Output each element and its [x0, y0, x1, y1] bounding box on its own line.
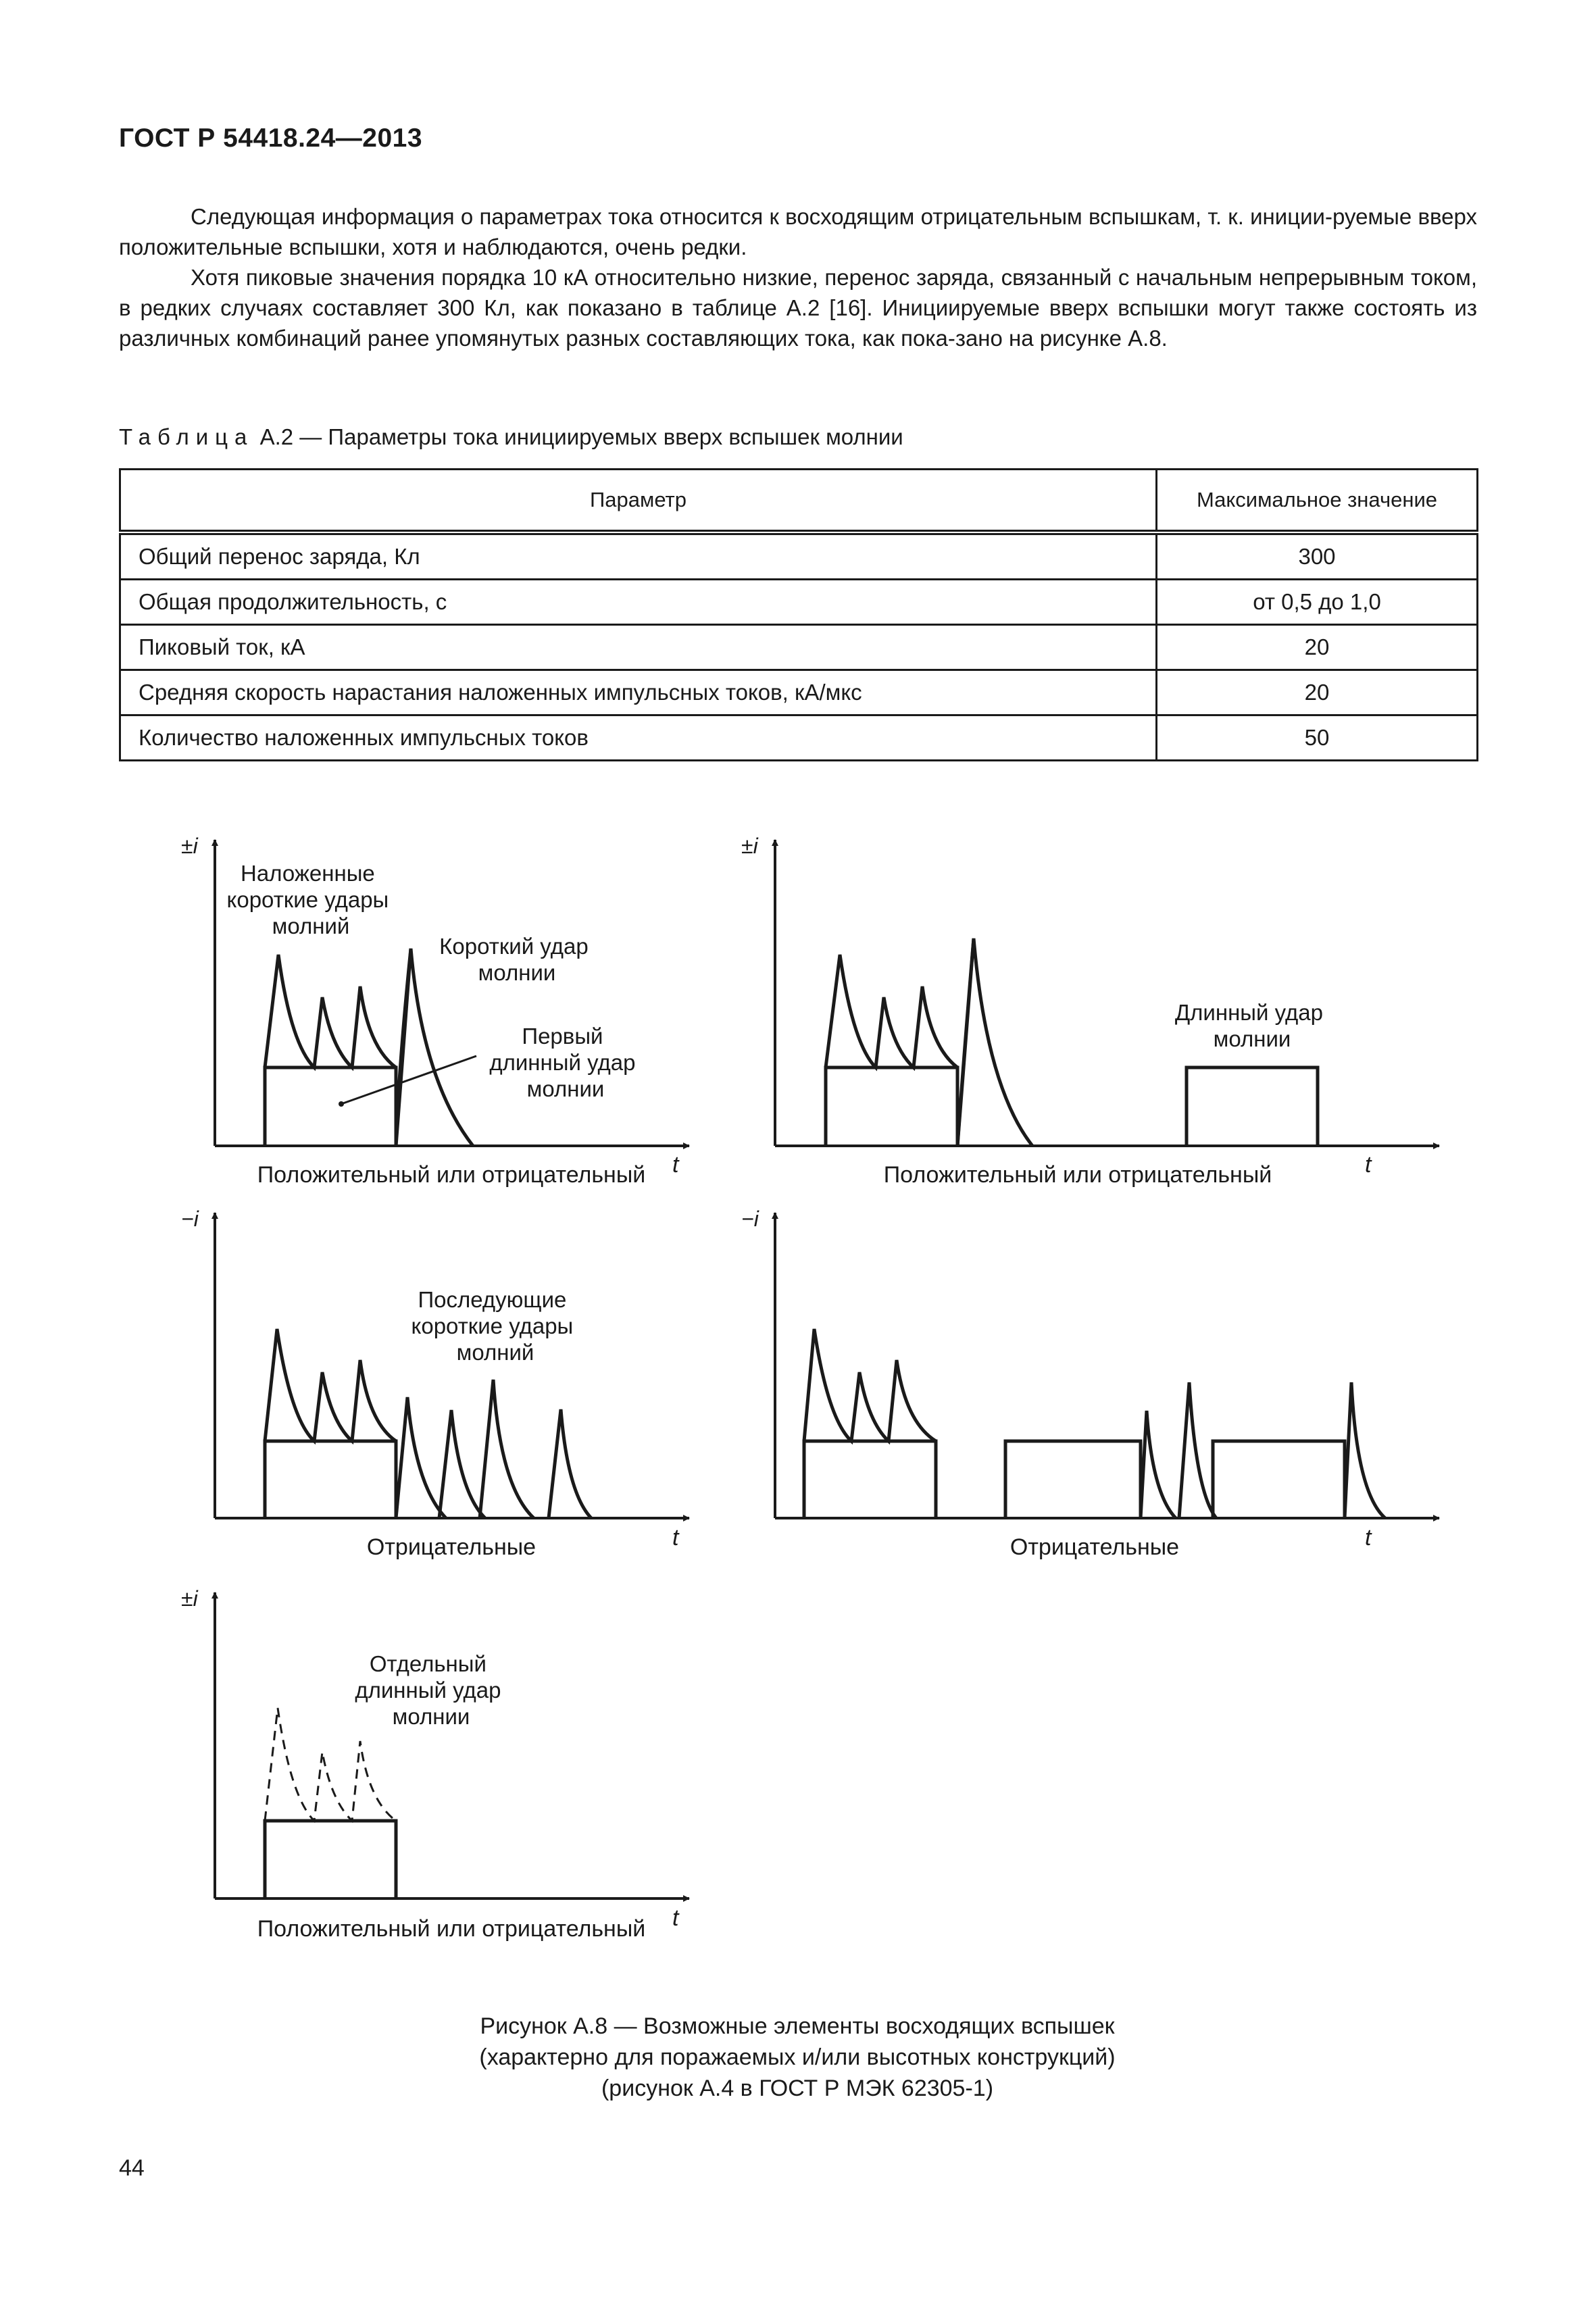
y-axis-label: −i: [741, 1207, 759, 1231]
label-separate-long-stroke: [355, 1651, 507, 1729]
subsequent-stroke: [439, 1410, 485, 1518]
panel-2: [775, 840, 1439, 1146]
figure-caption-line: (рисунок А.4 в ГОСТ Р МЭК 62305-1): [601, 2076, 994, 2101]
long-stroke-rect: [265, 1067, 396, 1146]
figure-caption: [304, 2011, 1291, 2104]
long-stroke-rect: [265, 1821, 396, 1898]
x-axis-label: t: [1365, 1152, 1372, 1178]
table-cell-parameter: Количество наложенных импульсных токов: [120, 715, 1157, 761]
short-stroke-return: [396, 949, 411, 1146]
label-superimposed: [227, 861, 395, 938]
panel-caption: Положительный или отрицательный: [257, 1162, 646, 1188]
x-axis-label: t: [672, 1152, 679, 1178]
y-axis-label: ±i: [181, 834, 198, 858]
label-line: длинный удар: [355, 1678, 501, 1703]
superimposed-strokes: [804, 1329, 936, 1441]
subsequent-stroke: [549, 1409, 591, 1518]
x-axis-label: t: [672, 1905, 679, 1931]
table-cell-parameter: Средняя скорость нарастания наложенных импульсных токов, кА/мкс: [120, 670, 1157, 715]
label-short-stroke: [439, 934, 595, 985]
column-header-max-value: Максимальное значение: [1157, 470, 1478, 533]
label-line: Последующие: [418, 1287, 567, 1312]
short-stroke: [1141, 1411, 1176, 1518]
page-number: 44: [119, 2155, 145, 2181]
label-line: короткие удары: [411, 1313, 574, 1338]
panel-5: [215, 1592, 689, 1898]
y-axis-label: ±i: [181, 1586, 198, 1611]
long-stroke-2: [1187, 1067, 1318, 1146]
table-cell-value: 20: [1157, 670, 1478, 715]
label-long-stroke: [1175, 1000, 1329, 1051]
panel-caption: Положительный или отрицательный: [257, 1916, 646, 1942]
table-cell-parameter: Общая продолжительность, с: [120, 580, 1157, 625]
superimposed-strokes: [265, 1329, 396, 1441]
x-axis-label: t: [672, 1525, 679, 1551]
label-line: Первый: [522, 1024, 603, 1049]
dashed-superimposed-strokes: [265, 1708, 396, 1821]
table-cell-parameter: Пиковый ток, кА: [120, 625, 1157, 670]
panel-4: [775, 1213, 1439, 1518]
label-line: длинный удар: [489, 1050, 636, 1075]
table-cell-parameter: Общий перенос заряда, Кл: [120, 532, 1157, 580]
paragraph-1: Следующая информация о параметрах тока относится к восходящим отрицательным вспышкам, т. к. иниции-руемые вверх положительные вспышки, хотя и наблюдаются, очень редки.: [119, 204, 1477, 259]
leader-line: [341, 1056, 476, 1104]
long-stroke-rect: [826, 1067, 957, 1146]
superimposed-strokes: [826, 955, 957, 1067]
label-line: молний: [456, 1340, 534, 1365]
y-axis-label: −i: [181, 1207, 199, 1231]
table-caption-word: Таблица: [119, 424, 254, 449]
panel-caption: Отрицательные: [366, 1534, 537, 1560]
short-stroke: [957, 938, 1032, 1146]
label-line: молнии: [392, 1704, 470, 1729]
table-caption-text: А.2 — Параметры тока инициируемых вверх вспышек молнии: [259, 424, 903, 449]
lightning-figure-bottom: [0, 1507, 1596, 2047]
label-line: молнии: [478, 960, 556, 985]
table-cell-value: от 0,5 до 1,0: [1157, 580, 1478, 625]
label-subsequent-strokes: [412, 1287, 580, 1365]
label-line: короткие удары: [226, 887, 389, 912]
figure-caption-line: (характерно для поражаемых и/или высотных конструкций): [479, 2044, 1116, 2070]
label-line: Наложенные: [241, 861, 375, 886]
table-cell-value: 20: [1157, 625, 1478, 670]
short-stroke: [1345, 1382, 1385, 1518]
y-axis-label: ±i: [741, 834, 758, 858]
label-line: Длинный удар: [1174, 1000, 1324, 1025]
short-stroke-return: [957, 938, 974, 1146]
figure-caption-line: Рисунок А.8 — Возможные элементы восходящих вспышек: [480, 2013, 1115, 2039]
subsequent-stroke: [396, 1397, 446, 1518]
label-line: Короткий удар: [439, 934, 589, 959]
label-line: Отдельный: [369, 1651, 487, 1676]
leader-dot: [339, 1101, 344, 1107]
paragraph-2: Хотя пиковые значения порядка 10 кА относительно низкие, перенос заряда, связанный с начальным непрерывным током, в редких случаях составляет 300 Кл, как показано в таблице А.2 [16]. Инициируемые вверх вспышки могут также состоять из различных комбинаций ранее упомянутых разных составляющих тока, как пока-зано на рисунке А.8.: [119, 265, 1477, 351]
table-cell-value: 50: [1157, 715, 1478, 761]
subsequent-stroke: [480, 1380, 534, 1518]
superimposed-strokes: [265, 955, 396, 1067]
panel-caption: Положительный или отрицательный: [883, 1162, 1272, 1188]
document-header: ГОСТ Р 54418.24—2013: [119, 124, 423, 153]
panel-caption: Отрицательные: [1009, 1534, 1180, 1560]
short-stroke: [1179, 1382, 1216, 1518]
label-line: молнии: [1213, 1026, 1291, 1051]
label-line: молнии: [526, 1076, 605, 1101]
table-cell-value: 300: [1157, 532, 1478, 580]
column-header-parameter: Параметр: [120, 470, 1157, 533]
label-line: молний: [272, 913, 350, 938]
x-axis-label: t: [1365, 1525, 1372, 1551]
label-first-long-stroke: [489, 1024, 641, 1101]
panel-3: [215, 1213, 689, 1518]
